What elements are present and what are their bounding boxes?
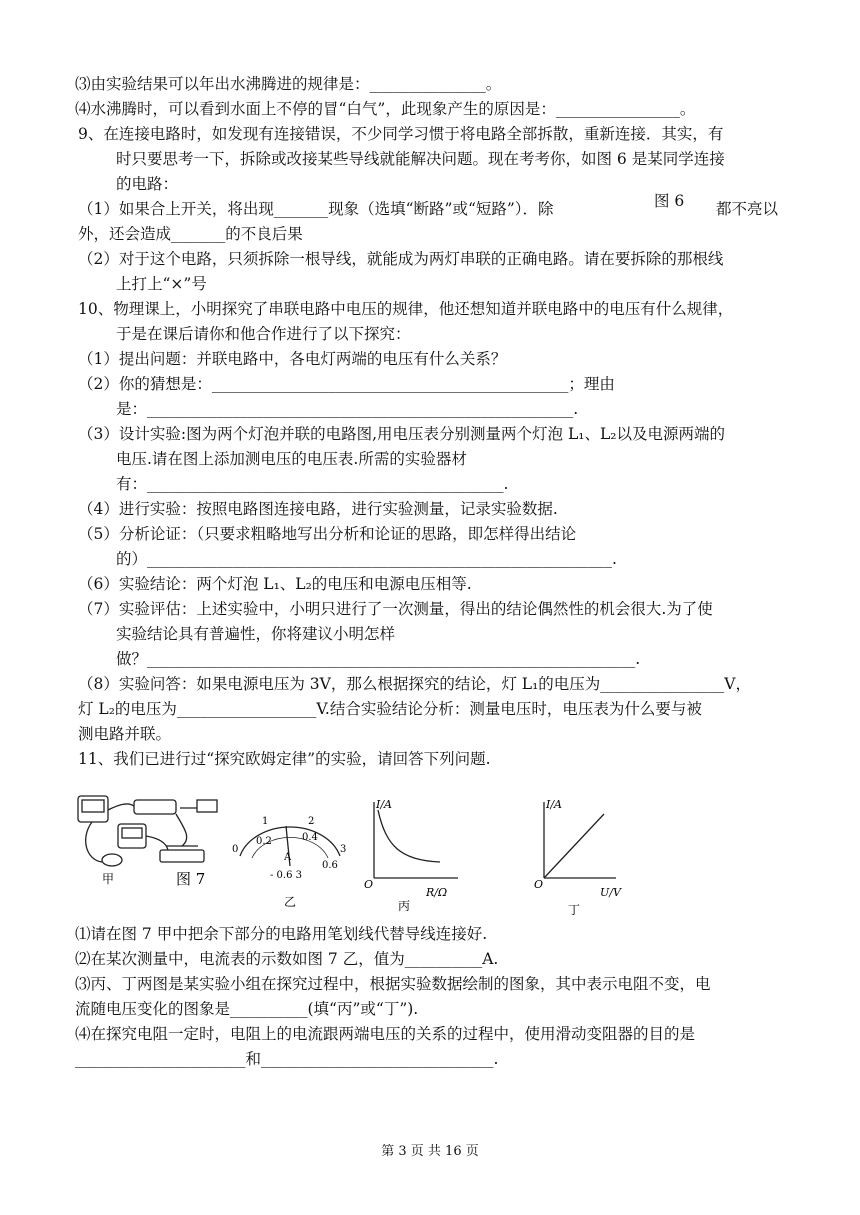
text-line: 11、我们已进行过“探究欧姆定律”的实验，请回答下列问题.: [78, 750, 491, 768]
text-line: 9、在连接电路时，如发现有连接错误，不少同学习惯于将电路全部拆散，重新连接．其实，有: [78, 125, 724, 143]
text-line: （5）分析论证：（只要求粗略地写出分析和论证的思路，即怎样得出结论: [78, 525, 577, 543]
svg-text:丁: 丁: [568, 903, 581, 916]
svg-text:0.6: 0.6: [322, 860, 338, 871]
text-line: 的电路：: [116, 175, 179, 193]
text-line: 做？_______________________________________________________________.: [116, 650, 641, 668]
svg-text:丙: 丙: [398, 899, 411, 912]
figure-6-label: 图 6: [654, 192, 685, 210]
svg-text:O: O: [364, 878, 374, 891]
svg-text:O: O: [534, 878, 544, 891]
svg-text:- 0.6 3: - 0.6 3: [270, 870, 303, 881]
figure-7-bing-graph: [360, 796, 470, 912]
text-line: 测电路并联。: [78, 725, 172, 743]
text-line: ⑷在探究电阻一定时，电阻上的电流跟两端电压的关系的过程中，使用滑动变阻器的目的是: [75, 1025, 696, 1043]
text-line: （2）对于这个电路，只须拆除一根导线，就能成为两灯串联的正确电路。请在要拆除的那根线: [78, 250, 724, 268]
figure-7-label: 图 7: [176, 870, 206, 886]
text-line: 10、物理课上，小明探究了串联电路中电压的规律，他还想知道并联电路中的电压有什么规律，: [78, 300, 734, 318]
text-line: ⑶丙、丁两图是某实验小组在探究过程中，根据实验数据绘制的图象，其中表示电阻不变，电: [75, 975, 711, 993]
text-line: 时只要思考一下，拆除或改接某些导线就能解决问题。现在考考你，如图 6 是某同学连接: [116, 150, 725, 168]
text-line: ⑷水沸腾时，可以看到水面上不停的冒“白气”，此现象产生的原因是：________________。: [75, 100, 696, 118]
svg-text:乙: 乙: [284, 895, 297, 908]
svg-text:1: 1: [262, 816, 269, 827]
text-line: ⑶由实验结果可以年出水沸腾进的规律是：_______________。: [75, 75, 502, 93]
svg-text:R/Ω: R/Ω: [426, 886, 448, 899]
figure-7-jia-circuit: [72, 788, 222, 886]
svg-text:0.2: 0.2: [256, 836, 272, 847]
figure-7-ding-graph: [530, 796, 630, 916]
text-line: ⑴请在图 7 甲中把余下部分的电路用笔划线代替导线连接好.: [75, 925, 488, 943]
text-line: 外，还会造成_______的不良后果: [78, 225, 303, 243]
text-line: （3）设计实验:图为两个灯泡并联的电路图,用电压表分别测量两个灯泡 L₁、L₂以及电源两端的: [78, 425, 725, 443]
figure-7-jia-label: 甲: [102, 872, 115, 886]
text-line: 电压.请在图上添加测电压的电压表.所需的实验器材: [116, 450, 467, 468]
text-line: ⑵在某次测量中，电流表的示数如图 7 乙，值为__________A.: [75, 950, 499, 968]
svg-text:3: 3: [340, 844, 347, 855]
text-line: （6）实验结论：两个灯泡 L₁、L₂的电压和电源电压相等.: [78, 575, 472, 593]
text-line: （7）实验评估：上述实验中，小明只进行了一次测量，得出的结论偶然性的机会很大.为了使: [78, 600, 713, 618]
text-line: （2）你的猜想是：______________________________________________；理由: [78, 375, 615, 393]
text-line: 流随电压变化的图象是__________(填“丙”或“丁”).: [75, 1000, 419, 1018]
text-line: 于是在课后请你和他合作进行了以下探究：: [116, 325, 411, 343]
text-line: 实验结论具有普遍性，你将建议小明怎样: [116, 625, 396, 643]
page-footer: 第 3 页 共 16 页: [381, 1144, 479, 1159]
text-line: 有：______________________________________________.: [116, 475, 509, 493]
text-line: （4）进行实验：按照电路图连接电路，进行实验测量，记录实验数据.: [78, 500, 558, 518]
text-line: （8）实验问答：如果电源电压为 3V，那么根据探究的结论，灯 L₁的电压为________________V，: [78, 675, 751, 693]
svg-text:0.4: 0.4: [302, 832, 318, 843]
svg-text:0: 0: [232, 844, 239, 855]
text-line: 的）____________________________________________________________.: [116, 550, 617, 568]
svg-text:A: A: [284, 852, 292, 863]
text-line: 灯 L₂的电压为__________________V.结合实验结论分析：测量电压时，电压表为什么要与被: [78, 700, 702, 718]
text-line: （1）如果合上开关，将出现_______现象（选填“断路”或“短路”）．除: [78, 200, 554, 218]
figure-7-yi-ammeter: [226, 808, 354, 908]
text-line: ______________________和______________________________.: [75, 1050, 499, 1068]
text-line: 都不亮以: [716, 200, 779, 218]
svg-text:2: 2: [308, 816, 315, 827]
svg-text:I/A: I/A: [546, 798, 562, 811]
svg-text:U/V: U/V: [600, 886, 621, 899]
text-line: 是：_______________________________________________________.: [116, 400, 579, 418]
svg-text:I/A: I/A: [376, 798, 392, 811]
text-line: 上打上“×”号: [116, 275, 207, 293]
text-line: （1）提出问题：并联电路中，各电灯两端的电压有什么关系？: [78, 350, 507, 368]
